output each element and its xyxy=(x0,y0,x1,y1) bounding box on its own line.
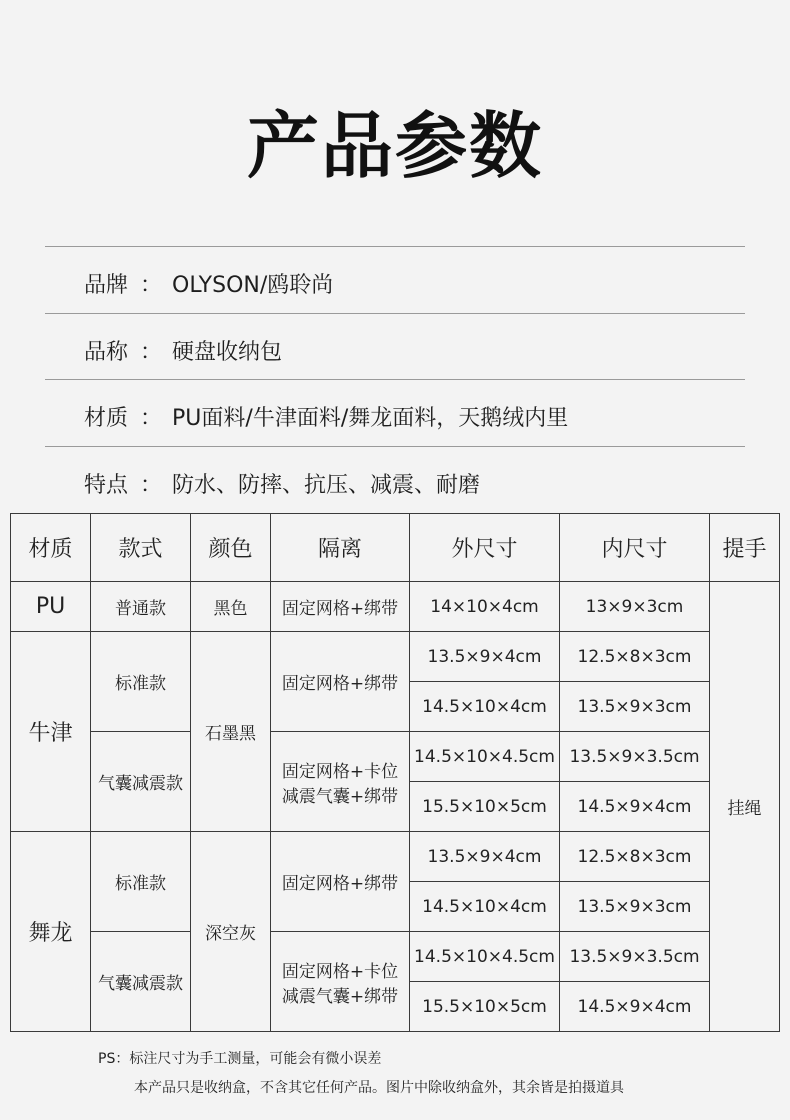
param-value: 防水、防摔、抗压、减震、耐磨 xyxy=(172,473,481,498)
outer-size-cell: 14.5×10×4.5cm xyxy=(410,932,560,982)
param-name xyxy=(84,335,282,366)
divider xyxy=(45,246,745,247)
measurement-note: PS：标注尺寸为手工测量，可能会有微小误差 xyxy=(98,1051,382,1067)
color-cell: 石墨黑 xyxy=(191,632,271,832)
header-handle: 提手 xyxy=(710,514,780,582)
param-features xyxy=(84,468,480,499)
partition-line: 固定网格+卡位 xyxy=(281,761,399,782)
table-row xyxy=(11,732,780,782)
spec-table xyxy=(10,513,780,1032)
header-partition: 隔离 xyxy=(271,514,410,582)
partition-line: 固定网格+卡位 xyxy=(281,961,399,982)
outer-size-cell: 14.5×10×4.5cm xyxy=(410,732,560,782)
page-title: 产品参数 xyxy=(246,104,543,188)
partition-cell: 固定网格+绑带 xyxy=(271,832,410,932)
header-color: 颜色 xyxy=(191,514,271,582)
outer-size-cell: 15.5×10×5cm xyxy=(410,982,560,1032)
outer-size-cell: 13.5×9×4cm xyxy=(410,832,560,882)
partition-line: 减震气囊+绑带 xyxy=(281,786,399,807)
style-cell: 标准款 xyxy=(91,632,191,732)
outer-size-cell: 13.5×9×4cm xyxy=(410,632,560,682)
table-header-row xyxy=(11,514,780,582)
style-cell: 气囊减震款 xyxy=(91,732,191,832)
color-cell: 深空灰 xyxy=(191,832,271,1032)
param-value: PU面料/牛津面料/舞龙面料，天鹅绒内里 xyxy=(172,406,569,431)
partition-cell xyxy=(271,932,410,1032)
inner-size-cell: 13.5×9×3cm xyxy=(560,682,710,732)
material-cell: 牛津 xyxy=(11,632,91,832)
outer-size-cell: 14×10×4cm xyxy=(410,582,560,632)
param-value: 硬盘收纳包 xyxy=(172,340,283,365)
divider xyxy=(45,379,745,380)
inner-size-cell: 14.5×9×4cm xyxy=(560,982,710,1032)
param-label: 品牌 xyxy=(84,273,129,298)
table-row xyxy=(11,932,780,982)
material-cell: 舞龙 xyxy=(11,832,91,1032)
param-separator: ： xyxy=(140,406,163,431)
param-value: OLYSON/鸥聆尚 xyxy=(172,273,334,298)
inner-size-cell: 13.5×9×3.5cm xyxy=(560,932,710,982)
table-row xyxy=(11,832,780,882)
divider xyxy=(45,446,745,447)
material-cell: PU xyxy=(11,582,91,632)
style-cell: 标准款 xyxy=(91,832,191,932)
style-cell: 普通款 xyxy=(91,582,191,632)
outer-size-cell: 14.5×10×4cm xyxy=(410,682,560,732)
partition-cell: 固定网格+绑带 xyxy=(271,582,410,632)
param-label: 材质 xyxy=(84,406,129,431)
outer-size-cell: 15.5×10×5cm xyxy=(410,782,560,832)
inner-size-cell: 12.5×8×3cm xyxy=(560,832,710,882)
inner-size-cell: 13.5×9×3.5cm xyxy=(560,732,710,782)
header-outer-size: 外尺寸 xyxy=(410,514,560,582)
header-material: 材质 xyxy=(11,514,91,582)
inner-size-cell: 12.5×8×3cm xyxy=(560,632,710,682)
color-cell: 黑色 xyxy=(191,582,271,632)
divider xyxy=(45,313,745,314)
handle-cell: 挂绳 xyxy=(710,582,780,1032)
param-separator: ： xyxy=(140,473,163,498)
table-row xyxy=(11,582,780,632)
inner-size-cell: 13×9×3cm xyxy=(560,582,710,632)
inner-size-cell: 13.5×9×3cm xyxy=(560,882,710,932)
param-material xyxy=(84,401,568,432)
style-cell: 气囊减震款 xyxy=(91,932,191,1032)
param-label: 品称 xyxy=(84,340,129,365)
partition-cell: 固定网格+绑带 xyxy=(271,632,410,732)
disclaimer-note: 本产品只是收纳盒，不含其它任何产品。图片中除收纳盒外，其余皆是拍摄道具 xyxy=(134,1080,624,1096)
partition-line: 减震气囊+绑带 xyxy=(281,986,399,1007)
header-style: 款式 xyxy=(91,514,191,582)
param-label: 特点 xyxy=(84,473,129,498)
param-separator: ： xyxy=(140,273,163,298)
outer-size-cell: 14.5×10×4cm xyxy=(410,882,560,932)
param-brand xyxy=(84,268,333,299)
table-row xyxy=(11,632,780,682)
param-separator: ： xyxy=(140,340,163,365)
inner-size-cell: 14.5×9×4cm xyxy=(560,782,710,832)
header-inner-size: 内尺寸 xyxy=(560,514,710,582)
partition-cell xyxy=(271,732,410,832)
